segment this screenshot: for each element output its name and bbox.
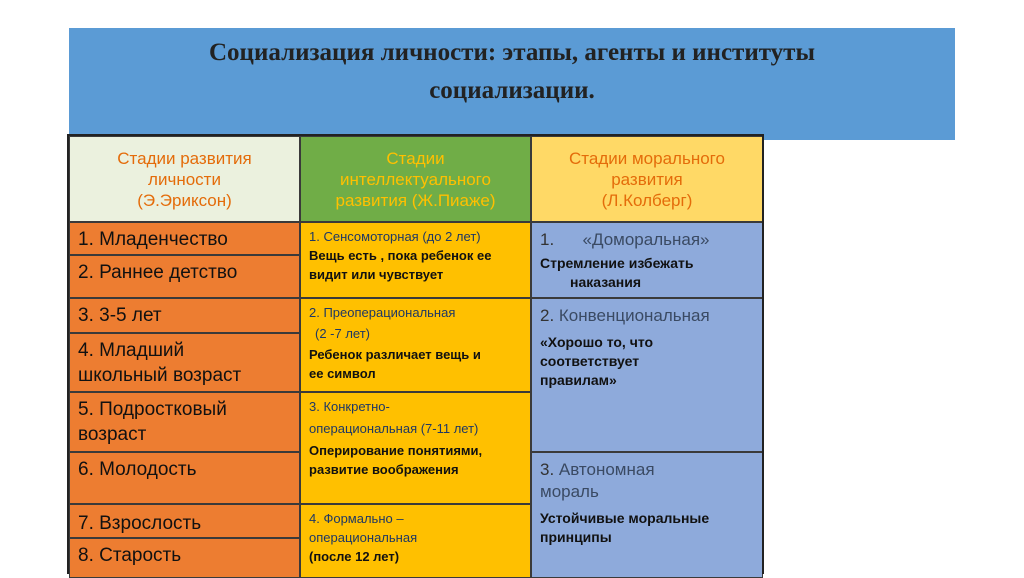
kohlberg-stage-3: 3. Автономная мораль Устойчивые моральные принципы [531,452,763,578]
piaget-stage-2: 2. Преоперациональная (2 -7 лет) Ребенок различает вещь и ее символ [300,298,531,392]
erikson-stage-4: 4. Младший школьный возраст [69,333,300,392]
kohlberg-stage-2: 2. Конвенциональная «Хорошо то, что соответствует правилам» [531,298,763,452]
piaget-stage-1: 1. Сенсомоторная (до 2 лет) Вещь есть , пока ребенок ее видит или чувствует [300,222,531,298]
erikson-stage-3: 3. 3-5 лет [69,298,300,333]
erikson-stage-5: 5. Подростковый возраст [69,392,300,452]
erikson-stage-8: 8. Старость [69,538,300,578]
slide-title-line2: социализации. [429,77,595,104]
header-erikson: Стадии развития личности (Э.Эриксон) [69,136,300,222]
slide-title [69,34,955,110]
kohlberg-stage-1: 1. «Доморальная» Стремление избежать наказания [531,222,763,298]
erikson-stage-2: 2. Раннее детство [69,255,300,298]
header-piaget: Стадии интеллектуального развития (Ж.Пиаже) [300,136,531,222]
header-kohlberg: Стадии морального развития (Л.Колберг) [531,136,763,222]
erikson-stage-6: 6. Молодость [69,452,300,504]
erikson-stage-7: 7. Взрослость [69,504,300,538]
erikson-stage-1: 1. Младенчество [69,222,300,255]
slide-title-line1: Социализация личности: этапы, агенты и институты [209,39,815,66]
piaget-stage-4: 4. Формально – операциональная (после 12 лет) [300,504,531,578]
piaget-stage-3: 3. Конкретно- операциональная (7-11 лет) Оперирование понятиями, развитие воображения [300,392,531,504]
